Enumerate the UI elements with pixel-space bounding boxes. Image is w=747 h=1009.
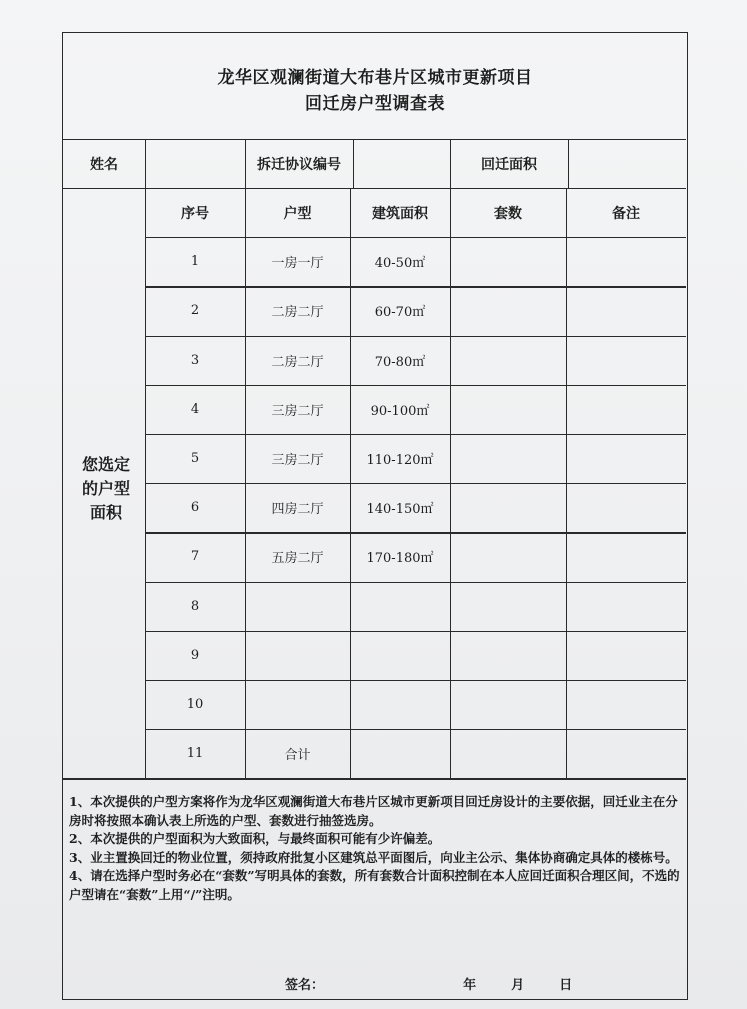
signature-line — [285, 974, 572, 993]
row-building-area: 90-100㎡ — [370, 403, 430, 419]
row-building-area — [350, 680, 450, 729]
row-building-area: 110-120㎡ — [366, 453, 434, 469]
note-1: 1、本次提供的户型方案将作为龙华区观澜街道大布巷片区城市更新项目回迁房设计的主要依据，回迁业主在分房时将按照本确认表上所选的户型、套数进行抽签选房。 — [69, 794, 678, 828]
row-units-field[interactable] — [450, 237, 566, 286]
row-unit-type — [245, 680, 350, 729]
row-unit-type — [245, 631, 350, 680]
row-units-field[interactable] — [450, 286, 566, 335]
agreement-number-field[interactable] — [353, 139, 450, 188]
row-remarks-field[interactable] — [566, 483, 686, 532]
row-divider — [63, 778, 686, 779]
row-units-field[interactable] — [450, 582, 566, 631]
signature-month: 月 — [511, 978, 525, 993]
side-label — [67, 453, 145, 537]
relocation-area-label: 回迁面积 — [481, 156, 537, 173]
signature-day: 日 — [559, 978, 573, 993]
relocation-area-field[interactable] — [568, 139, 686, 188]
row-unit-type: 三房二厅 — [271, 403, 324, 419]
row-units-field[interactable] — [450, 336, 566, 385]
row-number: 7 — [190, 549, 200, 565]
row-remarks-field[interactable] — [566, 336, 686, 385]
notes-section — [69, 793, 681, 904]
row-unit-type: 合计 — [284, 748, 311, 764]
row-unit-type: 一房一厅 — [271, 256, 324, 272]
row-number: 9 — [190, 647, 200, 663]
agreement-number-label: 拆迁协议编号 — [257, 156, 341, 173]
title-line-1: 龙华区观澜街道大布巷片区城市更新项目 — [217, 68, 533, 88]
column-header-units: 套数 — [494, 205, 522, 222]
row-number: 4 — [190, 401, 200, 417]
title-line-2: 回迁房户型调查表 — [305, 94, 445, 114]
row-units-field[interactable] — [450, 532, 566, 581]
row-number: 11 — [186, 746, 204, 762]
row-remarks-field[interactable] — [566, 532, 686, 581]
row-number: 8 — [190, 598, 200, 614]
row-number: 2 — [190, 303, 200, 319]
signature-label: 签名： — [285, 978, 325, 993]
row-units-field[interactable] — [450, 729, 566, 778]
row-building-area: 140-150㎡ — [366, 502, 434, 518]
row-number: 1 — [190, 254, 200, 270]
note-3: 3、业主置换回迁的物业位置，须持政府批复小区建筑总平面图后，向业主公示、集体协商确定具体的楼栋号。 — [69, 849, 678, 865]
row-unit-type — [245, 582, 350, 631]
row-building-area — [350, 582, 450, 631]
row-number: 6 — [190, 500, 200, 516]
survey-form — [62, 32, 688, 1000]
note-2: 2、本次提供的户型面积为大致面积，与最终面积可能有少许偏差。 — [69, 831, 441, 846]
row-building-area: 170-180㎡ — [366, 551, 434, 567]
row-remarks-field[interactable] — [566, 631, 686, 680]
row-remarks-field[interactable] — [566, 286, 686, 335]
row-building-area: 40-50㎡ — [374, 256, 426, 272]
row-units-field[interactable] — [450, 631, 566, 680]
column-header-type: 户型 — [283, 205, 312, 222]
row-remarks-field[interactable] — [566, 237, 686, 286]
row-remarks-field[interactable] — [566, 680, 686, 729]
column-header-no: 序号 — [181, 205, 209, 222]
row-number: 5 — [190, 451, 200, 467]
name-value-field[interactable] — [145, 139, 245, 188]
row-building-area: 60-70㎡ — [374, 305, 426, 321]
row-units-field[interactable] — [450, 385, 566, 434]
row-building-area — [350, 631, 450, 680]
column-header-area: 建筑面积 — [372, 205, 428, 222]
row-building-area — [350, 729, 450, 778]
column-header-remarks: 备注 — [612, 205, 640, 222]
row-remarks-field[interactable] — [566, 729, 686, 778]
row-units-field[interactable] — [450, 680, 566, 729]
row-unit-type: 四房二厅 — [271, 502, 324, 518]
name-label: 姓名 — [90, 156, 118, 173]
side-label-line-3: 面积 — [89, 503, 122, 522]
row-units-field[interactable] — [450, 483, 566, 532]
row-number: 10 — [186, 697, 204, 713]
row-number: 3 — [190, 352, 200, 368]
row-building-area: 70-80㎡ — [374, 354, 426, 370]
row-remarks-field[interactable] — [566, 582, 686, 631]
row-remarks-field[interactable] — [566, 385, 686, 434]
row-unit-type: 三房二厅 — [271, 453, 324, 469]
row-units-field[interactable] — [450, 434, 566, 483]
row-unit-type: 五房二厅 — [271, 551, 324, 567]
side-label-line-2: 的户型 — [81, 479, 130, 498]
row-unit-type: 二房二厅 — [271, 305, 324, 321]
note-4: 4、请在选择户型时务必在“套数”写明具体的套数，所有套数合计面积控制在本人应回迁面积合理区间，不选的户型请在“套数”上用“/”注明。 — [69, 868, 680, 902]
row-unit-type: 二房二厅 — [271, 354, 324, 370]
side-label-line-1: 您选定 — [81, 455, 130, 474]
row-remarks-field[interactable] — [566, 434, 686, 483]
signature-year: 年 — [463, 978, 477, 993]
